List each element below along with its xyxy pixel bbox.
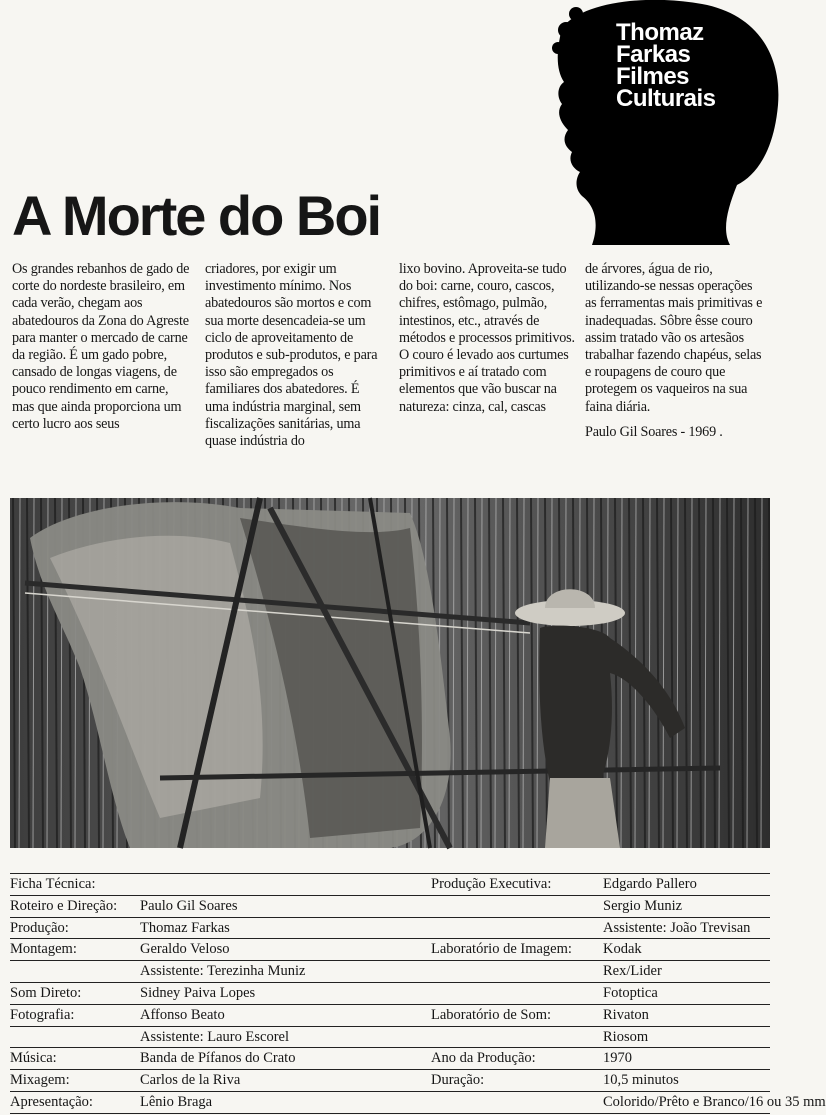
credit-role: Roteiro e Direção: <box>10 897 118 914</box>
credit-role: Música: <box>10 1050 57 1067</box>
credit-role-right: Laboratório de Imagem: <box>431 941 572 958</box>
credits-table <box>10 873 826 1114</box>
body-text-1: Os grandes rebanhos de gado de corte do nordeste brasileiro, em cada verão, chegam aos abatedouros da Zona do Agreste para manter o mercado de carne da região. É um gado pobre, cansado de longas viagens, de pouco rendimento em carne, mas que ainda proporciona um certo lucro aos seus <box>12 261 190 432</box>
credit-name-right: Rex/Lider <box>603 963 662 980</box>
credit-role-right: Duração: <box>431 1072 485 1089</box>
credit-name: Banda de Pífanos do Crato <box>140 1050 296 1067</box>
credits-row <box>10 1027 770 1049</box>
body-text-2: criadores, por exigir um investimento mínimo. Nos abatedouros são mortos e com sua morte desencadeia-se um ciclo de aproveitamento de produtos e sub-produtos, e para isso são empregados os familiares dos abatedores. É uma indústria marginal, sem fiscalizações sanitárias, uma quase indústria do <box>205 261 378 450</box>
credits-row <box>10 983 770 1005</box>
credits-row <box>10 939 770 961</box>
credit-role-right: Laboratório de Som: <box>431 1006 552 1023</box>
body-text-4: de árvores, água de rio, utilizando-se nessas operações as ferramentas mais primitivas e inadequadas. Sôbre êsse couro assim tratado vão os artesãos trabalhar fazendo chapéus, selas e roupagens de couro que protegem os vaqueiros na sua faina diária. <box>585 261 763 415</box>
film-title: A Morte do Boi <box>12 184 381 247</box>
logo-line-1: Thomaz <box>616 19 704 46</box>
credit-name-right: Kodak <box>603 941 642 958</box>
credit-name: Thomaz Farkas <box>140 919 230 936</box>
credit-name-right: Assistente: João Trevisan <box>603 919 751 936</box>
logo-line-3: Filmes <box>616 63 690 90</box>
credit-name-right: Riosom <box>603 1028 649 1045</box>
credit-name: Assistente: Lauro Escorel <box>140 1028 289 1045</box>
credit-name-right: Rivaton <box>603 1006 649 1023</box>
credit-name: Paulo Gil Soares <box>140 897 238 914</box>
body-column-3 <box>399 261 577 416</box>
credit-role-right: Ano da Produção: <box>431 1050 536 1067</box>
body-column-1 <box>12 261 190 433</box>
credit-name-right: 10,5 minutos <box>603 1072 679 1089</box>
credits-row <box>10 1048 770 1070</box>
credits-row <box>10 918 770 940</box>
credit-name-right: Fotoptica <box>603 984 658 1001</box>
credit-role: Som Direto: <box>10 984 82 1001</box>
credit-name: Assistente: Terezinha Muniz <box>140 963 306 980</box>
credits-row <box>10 896 770 918</box>
logo-line-4: Culturais <box>616 85 716 112</box>
credits-row <box>10 873 770 896</box>
credit-name: Lênio Braga <box>140 1093 213 1110</box>
credit-role-right: Produção Executiva: <box>431 876 552 892</box>
body-text-3: lixo bovino. Aproveita-se tudo do boi: carne, couro, cascos, chifres, estômago, pulmão, intestinos, etc., através de métodos e processos primitivos. O couro é levado aos curtumes primitivos e aí tratado com elementos que vão buscar na natureza: cinza, cal, cascas <box>399 261 575 415</box>
credit-name: Carlos de la Riva <box>140 1072 241 1089</box>
photo-illustration <box>10 498 770 848</box>
credit-name: Affonso Beato <box>140 1006 225 1023</box>
credit-role: Mixagem: <box>10 1072 70 1089</box>
credit-name: Sidney Paiva Lopes <box>140 984 256 1001</box>
credit-name-right: 1970 <box>603 1050 632 1067</box>
photograph <box>10 498 770 848</box>
credits-row <box>10 961 770 983</box>
credit-name-right: Colorido/Prêto e Branco/16 ou 35 mm <box>603 1093 826 1110</box>
credit-name: Geraldo Veloso <box>140 941 230 958</box>
credits-row <box>10 1005 770 1027</box>
credit-role: Ficha Técnica: <box>10 876 96 892</box>
body-column-2 <box>205 261 383 450</box>
credit-role: Fotografia: <box>10 1006 75 1023</box>
credit-name-right: Edgardo Pallero <box>603 876 697 892</box>
author-signature: Paulo Gil Soares - 1969 . <box>585 423 723 440</box>
publisher-logo <box>552 0 780 245</box>
logo-line-2: Farkas <box>616 41 691 68</box>
credit-role: Produção: <box>10 919 69 936</box>
body-column-4 <box>585 261 763 441</box>
credit-name-right: Sergio Muniz <box>603 897 683 914</box>
credits-row <box>10 1092 826 1114</box>
credit-role: Apresentação: <box>10 1093 93 1110</box>
credits-row <box>10 1070 770 1092</box>
credit-role: Montagem: <box>10 941 77 958</box>
